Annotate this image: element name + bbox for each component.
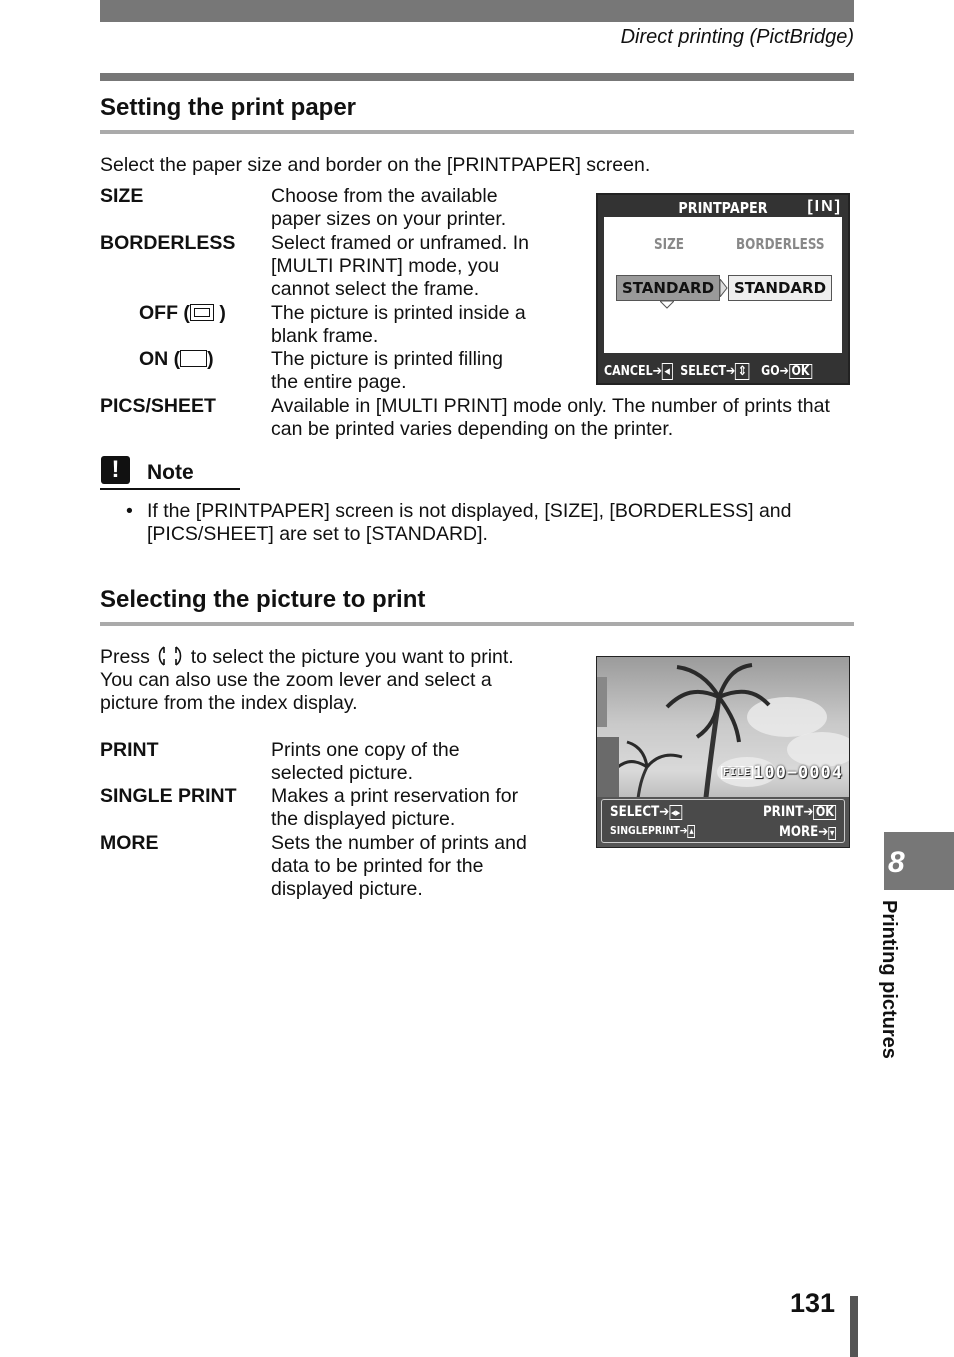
header-bar (100, 0, 854, 22)
select-label: SELECT (610, 804, 660, 820)
def-line: the entire page. (271, 371, 407, 393)
def-on (271, 348, 571, 394)
term-size: SIZE (100, 185, 144, 207)
col-borderless-label: BORDERLESS (736, 235, 825, 253)
file-number (721, 763, 843, 783)
def-single-print (271, 785, 571, 831)
size-option-label: STANDARD (621, 279, 715, 297)
term-off-prefix: OFF ( (139, 302, 190, 324)
ok-button-icon: OK (789, 364, 812, 379)
def-off (271, 302, 571, 348)
def-line: displayed picture. (271, 878, 423, 900)
single-print-hint: SINGLEPRINT➔ ▴ (610, 824, 694, 837)
note-underline (100, 488, 240, 490)
note-text (147, 500, 791, 546)
playback-menu-bar (601, 799, 845, 843)
intro-text: Select the paper size and border on the [PRINTPAPER] screen. (100, 154, 651, 176)
section2-intro (100, 645, 514, 715)
def-line: data to be printed for the (271, 855, 484, 877)
chapter-number: 8 (888, 846, 905, 879)
section-bar (100, 73, 854, 81)
def-size (271, 185, 571, 231)
def-line: Available in [MULTI PRINT] mode only. The number of prints that (271, 395, 830, 417)
term-on (139, 348, 214, 371)
term-more: MORE (100, 832, 159, 854)
exclamation-icon: ! (101, 456, 130, 484)
def-line: blank frame. (271, 325, 379, 347)
def-print (271, 739, 571, 785)
chapter-label: Printing pictures (878, 900, 900, 1059)
caret-down-icon (660, 301, 674, 309)
left-button-icon: ◂ (662, 363, 673, 380)
bullet-dot: • (126, 500, 133, 522)
def-line: cannot select the frame. (271, 278, 480, 300)
term-on-prefix: ON ( (139, 348, 181, 370)
intro-press: Press (100, 646, 150, 668)
intro-rest: to select the picture you want to print. (190, 646, 514, 668)
lcd-panel (604, 217, 842, 353)
term-off (139, 302, 226, 325)
ok-button-icon: OK (813, 805, 836, 820)
def-line: The picture is printed filling (271, 348, 503, 370)
section-rule (100, 130, 854, 134)
def-line: Makes a print reservation for (271, 785, 519, 807)
memory-indicator: [IN] (807, 198, 842, 215)
print-label: PRINT (762, 804, 803, 820)
framed-icon (190, 304, 214, 321)
arrow-right-icon (720, 279, 728, 297)
borderless-option[interactable] (728, 275, 832, 301)
def-line: Choose from the available (271, 185, 498, 207)
select-hint: SELECT➔ ◂▸ (610, 804, 681, 820)
running-title: Direct printing (PictBridge) (620, 26, 854, 48)
def-line: can be printed varies depending on the printer. (271, 418, 674, 440)
down-button-icon: ▾ (830, 828, 835, 839)
file-icon: FILE (723, 767, 752, 778)
left-right-button-icon: ◂▸ (670, 806, 681, 819)
section-rule (100, 622, 854, 626)
intro-line: You can also use the zoom lever and select a (100, 669, 492, 691)
section-title-print-paper: Setting the print paper (100, 94, 357, 121)
left-right-arrows-icon (155, 645, 185, 667)
def-more (271, 832, 571, 901)
select-label: SELECT (680, 364, 726, 379)
playback-screen (596, 656, 850, 848)
file-number-value: 100−0004 (753, 763, 843, 783)
more-hint: MORE➔ ▾ (779, 824, 835, 840)
note-line: If the [PRINTPAPER] screen is not displayed, [SIZE], [BORDERLESS] and (147, 500, 792, 522)
term-borderless: BORDERLESS (100, 232, 236, 254)
note-line: [PICS/SHEET] are set to [STANDARD]. (147, 523, 488, 545)
def-line: the displayed picture. (271, 808, 456, 830)
lcd-footer: CANCEL➔ ◂ SELECT➔ ⇕ GO➔ OK (604, 364, 812, 379)
more-label: MORE (779, 824, 819, 840)
page-number: 131 (790, 1288, 836, 1318)
go-label: GO (761, 364, 780, 379)
cancel-label: CANCEL (604, 364, 653, 379)
def-line: The picture is printed inside a (271, 302, 526, 324)
term-single-print: SINGLE PRINT (100, 785, 237, 807)
term-pics-sheet: PICS/SHEET (100, 395, 216, 417)
def-line: selected picture. (271, 762, 413, 784)
borderless-option-label: STANDARD (733, 279, 827, 297)
lcd-title: PRINTPAPER (678, 199, 768, 217)
def-line: paper sizes on your printer. (271, 208, 507, 230)
col-size-label: SIZE (654, 235, 685, 253)
def-pics-sheet (271, 395, 861, 441)
term-on-suffix: ) (207, 348, 214, 370)
up-button-icon: ▴ (689, 826, 694, 837)
single-print-label: SINGLEPRINT (610, 824, 680, 837)
def-line: Sets the number of prints and (271, 832, 527, 854)
def-line: Select framed or unframed. In (271, 232, 529, 254)
note-label: Note (147, 461, 194, 484)
term-print: PRINT (100, 739, 159, 761)
term-off-suffix: ) (219, 302, 226, 324)
print-hint: PRINT➔ OK (763, 804, 836, 820)
size-option-selected[interactable] (616, 275, 720, 301)
printpaper-screen (596, 193, 850, 385)
updown-button-icon: ⇕ (735, 363, 749, 380)
intro-line: picture from the index display. (100, 692, 358, 714)
chapter-label-wrap (870, 900, 930, 1090)
page-number-bar (850, 1296, 858, 1357)
def-borderless (271, 232, 571, 301)
def-line: Prints one copy of the (271, 739, 460, 761)
def-line: [MULTI PRINT] mode, you (271, 255, 500, 277)
borderless-icon (180, 350, 207, 367)
section-title-select-picture: Selecting the picture to print (100, 586, 426, 613)
